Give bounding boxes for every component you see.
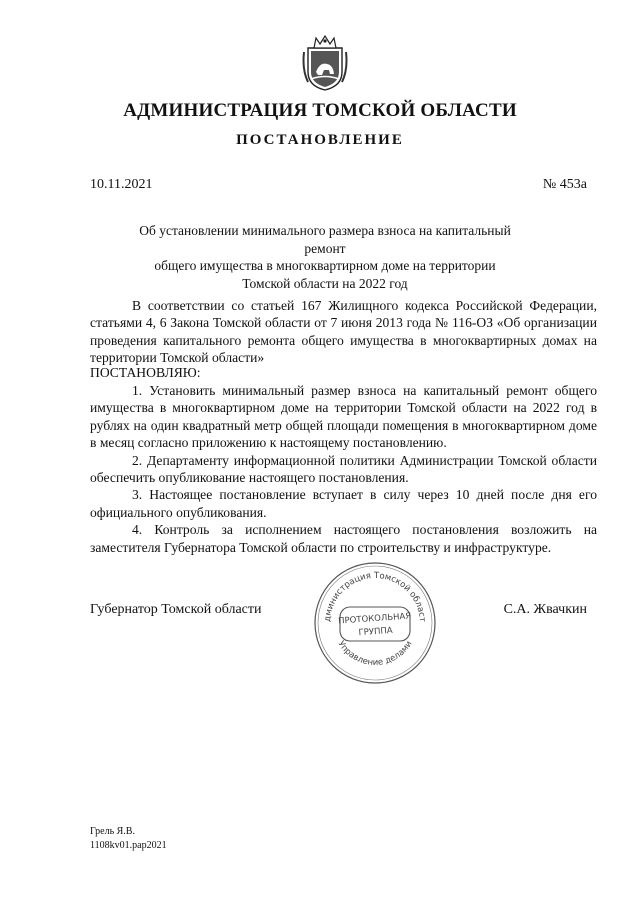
signer-name: С.А. Жвачкин: [503, 602, 587, 617]
resolution-items: [90, 382, 597, 556]
document-type: ПОСТАНОВЛЕНИЕ: [236, 132, 404, 148]
stamp-line-1: ПРОТОКОЛЬНАЯ: [337, 611, 412, 627]
preamble-block: [90, 297, 597, 367]
document-number: № 453а: [542, 177, 587, 192]
resolves-heading: ПОСТАНОВЛЯЮ:: [90, 365, 201, 380]
coat-of-arms-emblem: [302, 34, 348, 92]
executor-name: Грель Я.В.: [90, 826, 135, 837]
stamp-seal: [312, 560, 438, 686]
protocol-group-stamp: [312, 560, 438, 686]
resolution-item: 4. Контроль за исполнением настоящего постановления возложить на заместителя Губернатора Томской области по строительству и инфраструктуре.: [90, 522, 597, 555]
subject-line: общего имущества в многоквартирном доме на территории: [154, 258, 496, 273]
stamp-bottom-text: Управление делами: [335, 639, 415, 668]
document-footer: [90, 825, 167, 853]
signer-title: Губернатор Томской области: [90, 602, 262, 617]
stamp-outer-text: дминистрация Томской област: [322, 570, 428, 623]
coat-of-arms-icon: [302, 34, 348, 92]
organization-title: АДМИНИСТРАЦИЯ ТОМСКОЙ ОБЛАСТИ: [123, 100, 517, 121]
file-code: 1108kv01.pap2021: [90, 840, 167, 851]
resolution-item: 3. Настоящее постановление вступает в силу через 10 дней после дня его официального опубликования.: [90, 487, 597, 520]
document-subject: [120, 222, 530, 292]
subject-line: Томской области на 2022 год: [242, 275, 408, 291]
preamble-paragraph: В соответствии со статьей 167 Жилищного кодекса Российской Федерации, статьями 4, 6 Закона Томской области от 7 июня 2013 года № 116-ОЗ «Об организации проведения капитального ремонта общего имущества в многоквартирных домах на территории Томской области»: [90, 298, 597, 366]
stamp-line-2: ГРУППА: [358, 625, 393, 639]
resolution-item: 1. Установить минимальный размер взноса на капитальный ремонт общего имущества в многоквартирном доме на территории Томской области на 2022 год в рублях на один квадратный метр общей площади помещения в многоквартирном доме в месяц согласно приложению к настоящему постановлению.: [90, 383, 597, 451]
resolution-item: 2. Департаменту информационной политики Администрации Томской области обеспечить опубликование настоящего постановления.: [90, 452, 597, 486]
subject-line: Об установлении минимального размера взноса на капитальный ремонт: [139, 223, 511, 256]
document-date: 10.11.2021: [90, 177, 153, 192]
